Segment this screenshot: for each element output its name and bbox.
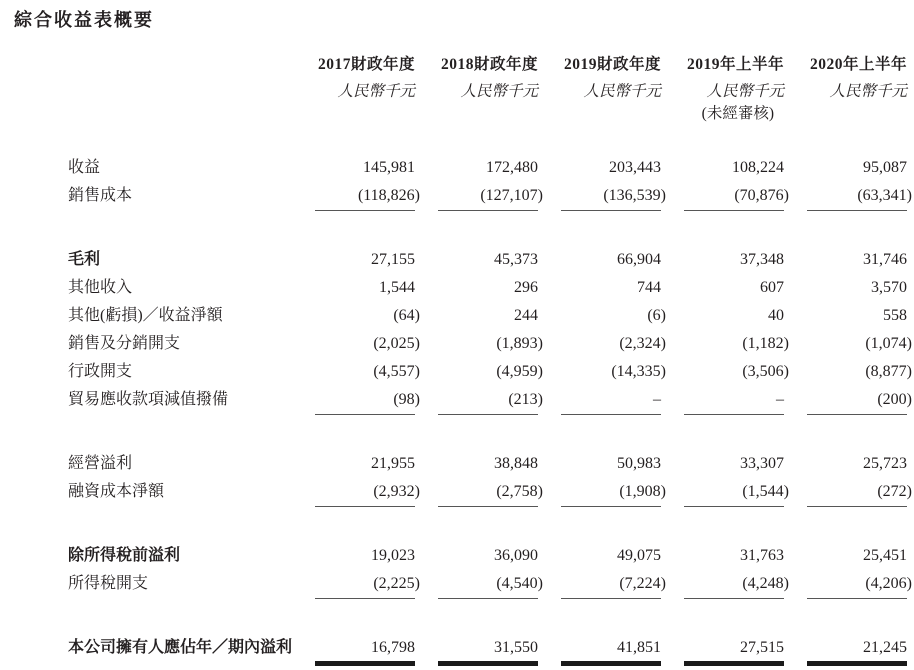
cell-value: 21,955: [371, 455, 415, 472]
table-header: [68, 52, 907, 149]
cell: [661, 565, 789, 593]
single-underline: [438, 414, 538, 415]
rule-empty-cell: [68, 205, 292, 217]
column-header-year: 2019財政年度: [563, 56, 661, 73]
column-header-note: [292, 101, 415, 123]
cell-value: (70,876): [734, 187, 789, 204]
cell: [538, 537, 661, 565]
column-header-unit: 人民幣千元: [829, 83, 907, 100]
subtotal-rule-row: [68, 501, 907, 513]
single-underline: [561, 210, 661, 211]
spacer-cell: [68, 421, 907, 445]
double-underline: [807, 661, 907, 666]
cell: [415, 149, 538, 177]
cell-value: (1,182): [742, 335, 789, 352]
cell: [415, 353, 543, 381]
cell: [661, 445, 784, 473]
single-underline: [807, 414, 907, 415]
double-underline: [438, 661, 538, 666]
row-label: 銷售及分銷開支: [68, 335, 181, 352]
cell: [415, 269, 538, 297]
spacer-cell: [68, 217, 907, 241]
cell-value: 95,087: [863, 159, 907, 176]
rule-empty-cell: [68, 501, 292, 513]
table-row: [68, 325, 907, 353]
rule-cell: [292, 501, 415, 513]
cell-value: 203,443: [609, 159, 661, 176]
rule-cell: [292, 409, 415, 421]
rule-cell: [661, 593, 784, 605]
rule-cell: [415, 409, 538, 421]
cell: [292, 149, 415, 177]
cell-value: (2,324): [619, 335, 666, 352]
cell-value: –: [653, 391, 661, 408]
table-row: [68, 241, 907, 269]
single-underline: [315, 414, 415, 415]
section-gap-row: [68, 421, 907, 445]
rule-empty-cell: [68, 657, 292, 669]
cell-value: 16,798: [371, 639, 415, 656]
header-empty-cell: [68, 52, 292, 74]
cell: [292, 473, 420, 501]
cell: [415, 629, 538, 657]
single-underline: [315, 506, 415, 507]
single-underline: [561, 598, 661, 599]
cell-value: –: [776, 391, 784, 408]
row-label: 毛利: [68, 251, 101, 268]
header-empty-cell: [68, 74, 292, 101]
table-row: [68, 473, 907, 501]
cell: [538, 353, 666, 381]
single-underline: [807, 506, 907, 507]
cell-value: (1,544): [742, 483, 789, 500]
table-row: [68, 177, 907, 205]
cell-value: 1,544: [379, 279, 415, 296]
column-header-note: [784, 101, 907, 123]
cell: [292, 565, 420, 593]
row-label: 融資成本淨額: [68, 483, 165, 500]
rule-empty-cell: [68, 593, 292, 605]
column-header-note: [415, 101, 538, 123]
cell: [661, 241, 784, 269]
cell: [538, 269, 661, 297]
cell-value: 31,550: [494, 639, 538, 656]
section-gap-row: [68, 605, 907, 629]
cell-value: 45,373: [494, 251, 538, 268]
cell: [538, 297, 666, 325]
rule-cell: [784, 501, 907, 513]
cell: [415, 445, 538, 473]
cell: [538, 149, 661, 177]
cell: [538, 565, 666, 593]
rule-cell: [415, 501, 538, 513]
cell-value: (2,758): [496, 483, 543, 500]
cell-value: (136,539): [603, 187, 666, 204]
single-underline: [561, 414, 661, 415]
cell: [292, 241, 415, 269]
cell-value: (118,826): [357, 187, 420, 204]
table-row: [68, 149, 907, 177]
spacer-cell: [68, 513, 907, 537]
single-underline: [807, 210, 907, 211]
rule-cell: [415, 593, 538, 605]
column-header-unit: 人民幣千元: [337, 83, 415, 100]
cell-value: 31,763: [740, 547, 784, 564]
rule-cell: [292, 657, 415, 669]
rule-cell: [784, 409, 907, 421]
cell-value: (4,540): [496, 575, 543, 592]
single-underline: [438, 210, 538, 211]
row-label: 收益: [68, 159, 101, 176]
total-rule-row: [68, 657, 907, 669]
cell-value: (14,335): [611, 363, 666, 380]
cell: [538, 325, 666, 353]
cell-value: 744: [637, 279, 661, 296]
cell: [415, 473, 543, 501]
cell: [292, 325, 420, 353]
cell: [538, 241, 661, 269]
cell: [784, 269, 907, 297]
cell: [292, 353, 420, 381]
cell: [538, 629, 661, 657]
cell-value: 19,023: [371, 547, 415, 564]
row-label: 經營溢利: [68, 455, 133, 472]
cell-value: 40: [768, 307, 784, 324]
row-label: 銷售成本: [68, 187, 133, 204]
subtotal-rule-row: [68, 409, 907, 421]
cell-value: (63,341): [857, 187, 912, 204]
table-row: [68, 565, 907, 593]
page-title: 綜合收益表概要: [14, 10, 154, 30]
section-gap-row: [68, 217, 907, 241]
cell-value: 66,904: [617, 251, 661, 268]
header-row: [68, 52, 907, 74]
table-row: [68, 353, 907, 381]
row-label: 除所得稅前溢利: [68, 547, 181, 564]
cell-value: 27,155: [371, 251, 415, 268]
single-underline: [807, 598, 907, 599]
column-header-year: 2018財政年度: [440, 56, 538, 73]
cell: [292, 445, 415, 473]
cell-value: (272): [877, 483, 912, 500]
cell: [538, 381, 661, 409]
rule-cell: [784, 593, 907, 605]
rule-cell: [415, 657, 538, 669]
cell: [661, 149, 784, 177]
cell: [784, 565, 912, 593]
income-statement-table: [68, 52, 912, 669]
table-row: [68, 537, 907, 565]
cell: [415, 381, 543, 409]
cell: [661, 297, 784, 325]
single-underline: [315, 598, 415, 599]
spacer-cell: [68, 605, 907, 629]
rule-cell: [292, 205, 415, 217]
column-header-year: 2017財政年度: [317, 56, 415, 73]
header-row: [68, 74, 907, 101]
rule-cell: [661, 205, 784, 217]
column-header-unit: 人民幣千元: [706, 83, 784, 100]
rule-cell: [538, 501, 661, 513]
cell-value: (6): [647, 307, 666, 324]
cell: [415, 297, 538, 325]
cell-value: (127,107): [480, 187, 543, 204]
double-underline: [561, 661, 661, 666]
rule-cell: [538, 205, 661, 217]
rule-cell: [415, 205, 538, 217]
cell-value: 3,570: [871, 279, 907, 296]
cell: [415, 565, 543, 593]
header-gap-row: [68, 123, 907, 149]
cell: [292, 381, 420, 409]
row-label: 貿易應收款項減值撥備: [68, 391, 229, 408]
cell-value: (200): [877, 391, 912, 408]
cell-value: 296: [514, 279, 538, 296]
cell: [661, 473, 789, 501]
rule-cell: [538, 409, 661, 421]
cell: [538, 473, 666, 501]
rule-cell: [661, 409, 784, 421]
cell-value: (2,025): [373, 335, 420, 352]
row-label: 所得稅開支: [68, 575, 149, 592]
row-label: 行政開支: [68, 363, 133, 380]
cell: [538, 445, 661, 473]
cell-value: (1,908): [619, 483, 666, 500]
cell: [784, 241, 907, 269]
table-row: [68, 445, 907, 473]
subtotal-rule-row: [68, 593, 907, 605]
rule-cell: [538, 593, 661, 605]
cell-value: (64): [393, 307, 420, 324]
cell-value: (4,557): [373, 363, 420, 380]
cell-value: (98): [393, 391, 420, 408]
single-underline: [684, 414, 784, 415]
cell: [415, 177, 543, 205]
cell: [784, 629, 907, 657]
cell: [784, 537, 907, 565]
rule-cell: [292, 593, 415, 605]
double-underline: [684, 661, 784, 666]
table-row: [68, 629, 907, 657]
cell-value: (2,225): [373, 575, 420, 592]
single-underline: [684, 598, 784, 599]
cell-value: 21,245: [863, 639, 907, 656]
cell: [661, 269, 784, 297]
double-underline: [315, 661, 415, 666]
rule-cell: [661, 657, 784, 669]
single-underline: [315, 210, 415, 211]
rule-cell: [538, 657, 661, 669]
cell: [538, 177, 666, 205]
cell-value: (4,248): [742, 575, 789, 592]
cell: [784, 325, 912, 353]
cell: [784, 353, 912, 381]
cell-value: 172,480: [486, 159, 538, 176]
column-header-year: 2020年上半年: [809, 56, 907, 73]
column-header-note: [538, 101, 661, 123]
cell-value: (7,224): [619, 575, 666, 592]
cell: [661, 177, 789, 205]
cell-value: (2,932): [373, 483, 420, 500]
cell: [292, 177, 420, 205]
section-gap-row: [68, 513, 907, 537]
cell: [784, 445, 907, 473]
column-header-unit: 人民幣千元: [583, 83, 661, 100]
cell-value: (3,506): [742, 363, 789, 380]
cell-value: (4,959): [496, 363, 543, 380]
cell: [661, 629, 784, 657]
cell-value: 25,451: [863, 547, 907, 564]
cell-value: 49,075: [617, 547, 661, 564]
cell: [415, 325, 543, 353]
column-header-year: 2019年上半年: [686, 56, 784, 73]
column-header-unit: 人民幣千元: [460, 83, 538, 100]
cell: [784, 473, 912, 501]
subtotal-rule-row: [68, 205, 907, 217]
header-empty-cell: [68, 101, 292, 123]
single-underline: [438, 506, 538, 507]
cell: [415, 537, 538, 565]
cell-value: (1,893): [496, 335, 543, 352]
cell-value: 27,515: [740, 639, 784, 656]
rule-cell: [784, 657, 907, 669]
cell-value: 25,723: [863, 455, 907, 472]
cell: [415, 241, 538, 269]
rule-cell: [784, 205, 907, 217]
cell: [292, 537, 415, 565]
column-header-note: (未經審核): [701, 105, 774, 122]
cell-value: 50,983: [617, 455, 661, 472]
cell: [784, 381, 912, 409]
cell-value: (8,877): [865, 363, 912, 380]
cell-value: (213): [508, 391, 543, 408]
cell-value: (1,074): [865, 335, 912, 352]
table-row: [68, 381, 907, 409]
cell: [661, 353, 789, 381]
cell-value: 145,981: [363, 159, 415, 176]
cell-value: 38,848: [494, 455, 538, 472]
row-label: 其他(虧損)／收益淨額: [68, 307, 223, 324]
cell-value: 244: [514, 307, 538, 324]
table-row: [68, 297, 907, 325]
cell-value: 607: [760, 279, 784, 296]
cell: [292, 269, 415, 297]
single-underline: [684, 210, 784, 211]
table-row: [68, 269, 907, 297]
cell-value: 33,307: [740, 455, 784, 472]
rule-cell: [661, 501, 784, 513]
cell-value: (4,206): [865, 575, 912, 592]
header-row: [68, 101, 907, 123]
cell: [661, 537, 784, 565]
table-body: [68, 149, 912, 669]
row-label: 本公司擁有人應佔年／期內溢利: [68, 639, 293, 656]
single-underline: [684, 506, 784, 507]
single-underline: [561, 506, 661, 507]
cell: [292, 629, 415, 657]
cell-value: 31,746: [863, 251, 907, 268]
cell: [784, 177, 912, 205]
row-label: 其他收入: [68, 279, 133, 296]
cell-value: 558: [883, 307, 907, 324]
cell-value: 41,851: [617, 639, 661, 656]
cell: [292, 297, 420, 325]
cell-value: 108,224: [732, 159, 784, 176]
cell: [784, 297, 907, 325]
cell: [784, 149, 907, 177]
spacer-cell: [68, 123, 907, 149]
cell-value: 36,090: [494, 547, 538, 564]
single-underline: [438, 598, 538, 599]
cell-value: 37,348: [740, 251, 784, 268]
rule-empty-cell: [68, 409, 292, 421]
cell: [661, 381, 784, 409]
cell: [661, 325, 789, 353]
